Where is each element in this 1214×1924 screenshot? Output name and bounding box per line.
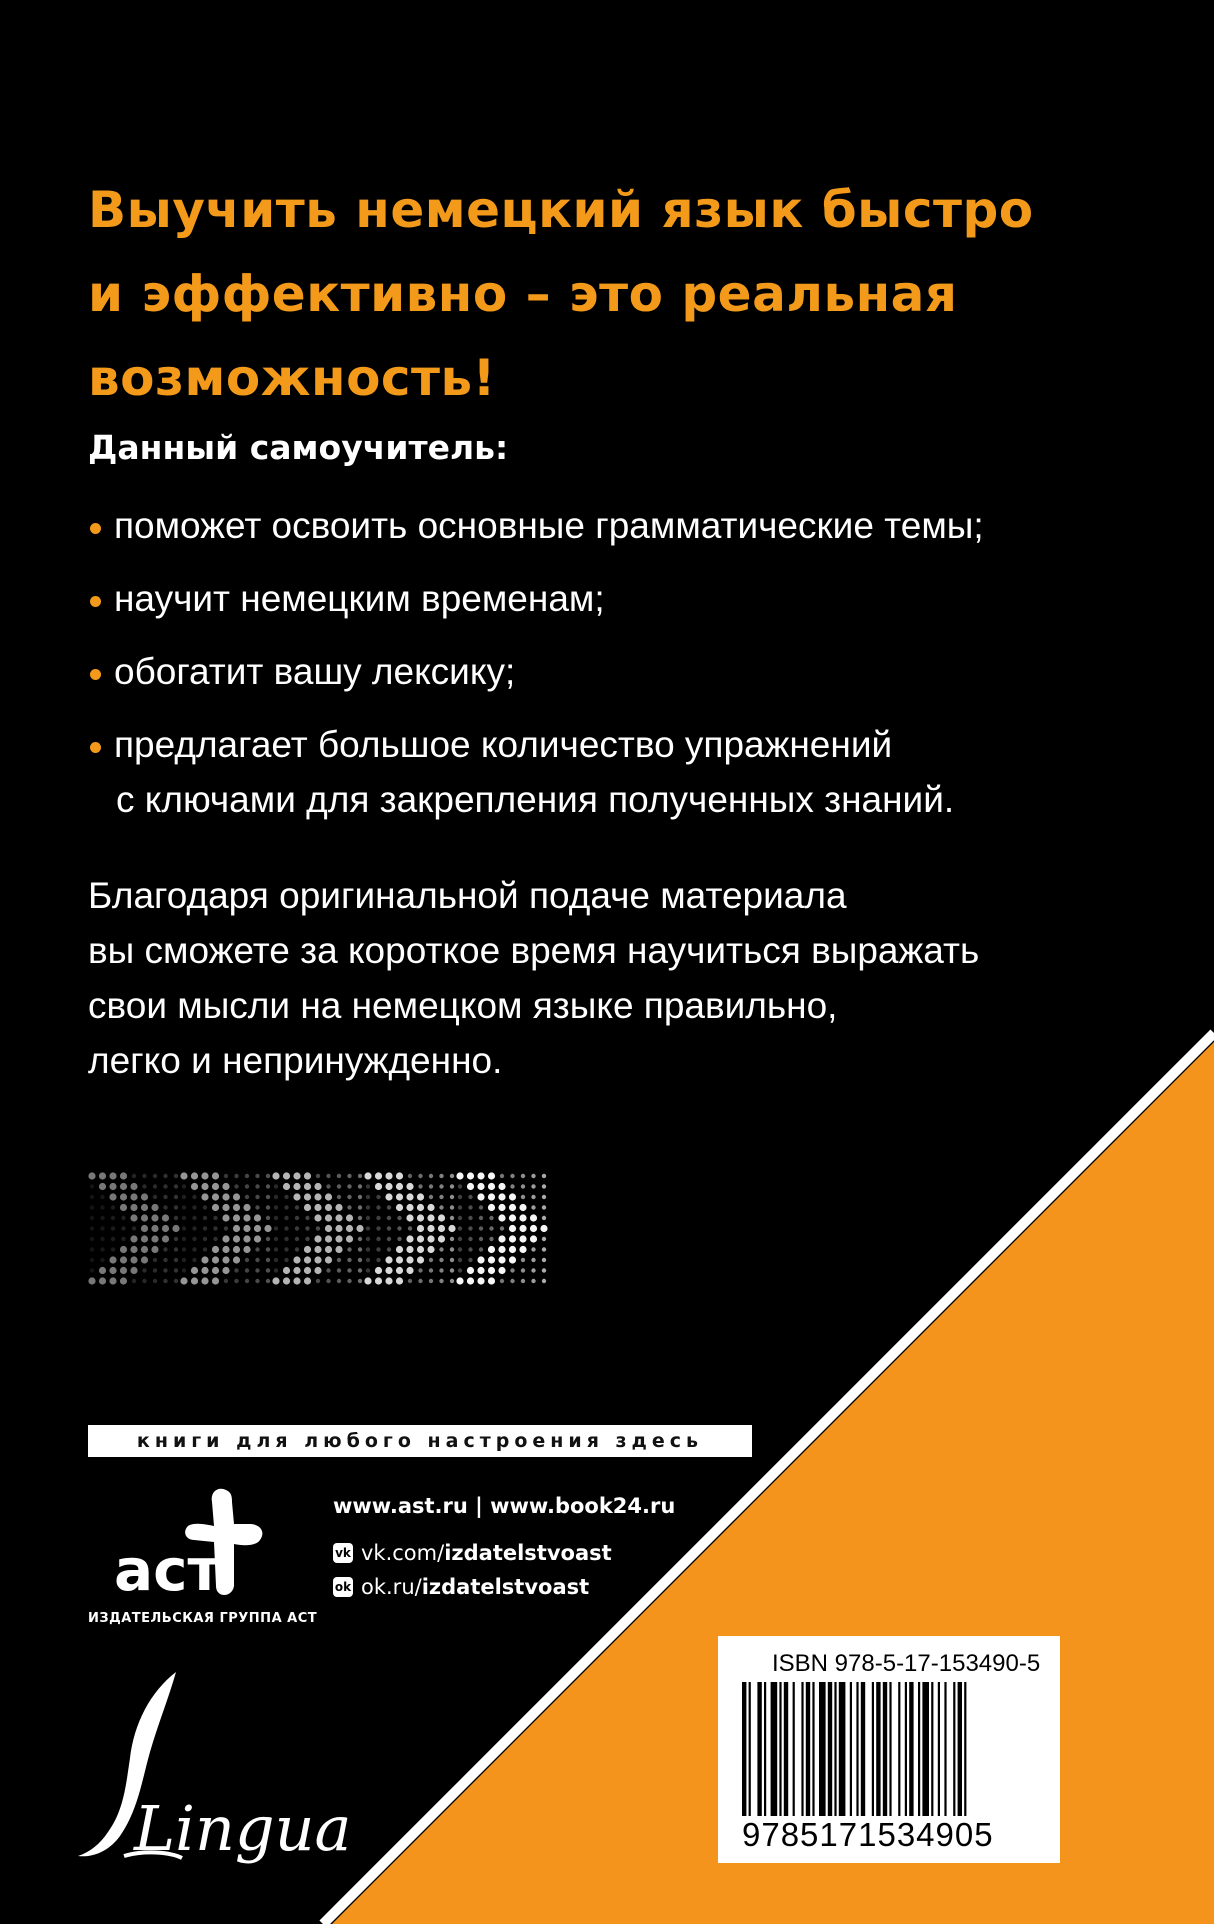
ast-cross-logo — [108, 1482, 298, 1607]
ast-logo-text: аст — [114, 1536, 222, 1604]
feature-item — [88, 571, 1148, 626]
feature-text: поможет освоить основные грамматические темы; — [114, 505, 984, 546]
intro-text: Данный самоучитель: — [88, 428, 509, 467]
ok-icon: ok — [333, 1577, 353, 1597]
headline — [88, 168, 1128, 420]
ok-link-handle: izdatelstvoast — [421, 1575, 590, 1599]
bullet-dot-icon — [90, 596, 101, 607]
feature-text: обогатит вашу лексику; — [114, 651, 516, 692]
feature-item — [88, 644, 1148, 699]
slogan-bar: книги для любого настроения здесь — [88, 1425, 752, 1457]
description-line-1: Благодаря оригинальной подаче материала — [88, 875, 847, 916]
feature-item — [88, 717, 1148, 827]
description-line-3: свои мысли на немецком языке правильно, — [88, 985, 838, 1026]
vk-link[interactable] — [333, 1536, 612, 1570]
ok-link[interactable] — [333, 1570, 612, 1604]
vk-link-prefix: vk.com/ — [361, 1541, 445, 1565]
vk-link-handle: izdatelstvoast — [444, 1541, 612, 1565]
publisher-caption: ИЗДАТЕЛЬСКАЯ ГРУППА АСТ — [88, 1611, 318, 1626]
description-line-4: легко и непринужденно. — [88, 1040, 503, 1081]
isbn-barcode-box — [718, 1636, 1060, 1863]
headline-line-2: и эффективно – это реальная — [88, 265, 958, 323]
feature-list — [88, 498, 1148, 845]
website-links[interactable]: www.ast.ru | www.book24.ru — [333, 1494, 676, 1518]
bullet-dot-icon — [90, 523, 101, 534]
description-paragraph — [88, 868, 979, 1088]
lingua-logo-text: Lingua — [134, 1792, 352, 1865]
bullet-dot-icon — [90, 742, 101, 753]
description-line-2: вы сможете за короткое время научиться выражать — [88, 930, 980, 971]
headline-line-3: возможность! — [88, 349, 496, 407]
headline-line-1: Выучить немецкий язык быстро — [88, 181, 1034, 239]
feature-text: предлагает большое количество упражнений — [114, 724, 893, 765]
feature-text-continued: с ключами для закрепления полученных знаний. — [116, 779, 955, 820]
ean-digits: 9785171534905 — [742, 1816, 994, 1853]
feature-item — [88, 498, 1148, 553]
dotted-arrows-icon — [88, 1172, 547, 1284]
lingua-feather-logo — [64, 1660, 354, 1880]
bullet-dot-icon — [90, 669, 101, 680]
isbn-number: ISBN 978-5-17-153490-5 — [772, 1650, 1041, 1677]
ok-link-prefix: ok.ru/ — [361, 1575, 422, 1599]
social-links — [333, 1536, 612, 1604]
vk-icon: vk — [333, 1543, 353, 1563]
feature-text: научит немецким временам; — [114, 578, 605, 619]
